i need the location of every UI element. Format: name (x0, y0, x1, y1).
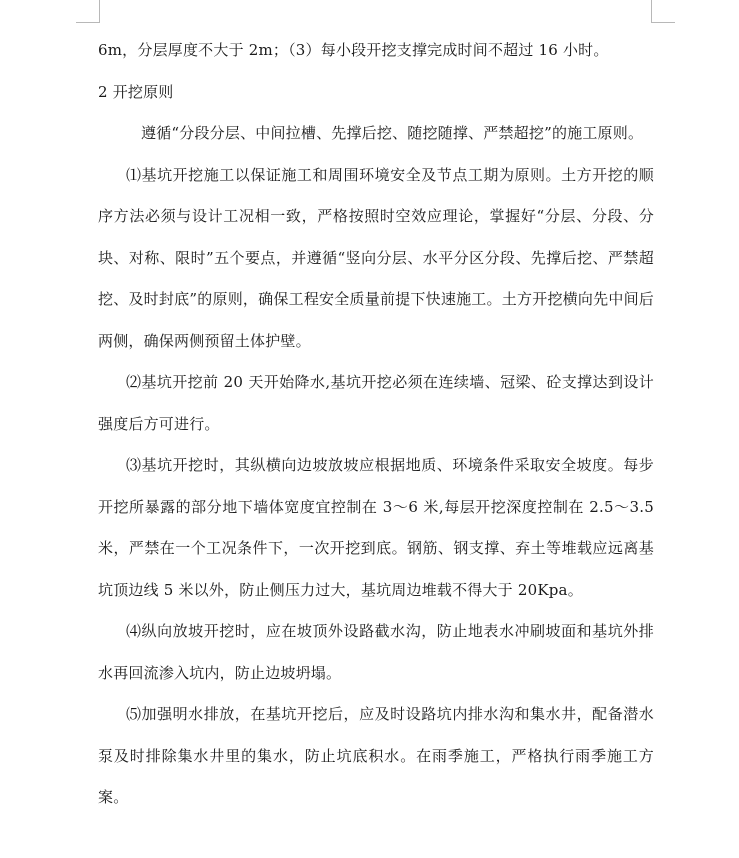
paragraph-continuation: 6m，分层厚度不大于 2m；（3）每小段开挖支撑完成时间不超过 16 小时。 (98, 41, 609, 59)
crop-mark-top-left-vertical (99, 0, 100, 22)
paragraph-item-5: ⑸加强明水排放，在基坑开挖后，应及时设路坑内排水沟和集水井，配备潜水泵及时排除集水井里的集水，防止坑底积水。在雨季施工，严格执行雨季施工方案。 (98, 705, 654, 806)
crop-mark-top-left-horizontal (76, 22, 100, 23)
paragraph-item-3: ⑶基坑开挖时，其纵横向边坡放坡应根据地质、环境条件采取安全坡度。每步开挖所暴露的部分地下墙体宽度宜控制在 3～6 米,每层开挖深度控制在 2.5～3.5 米，严禁在一个工况条件下，一次开挖到底。钢筋、钢支撑、弃土等堆载应远离基坑顶边线 5 米以外，防止侧压力过大，基坑周边堆载不得大于 20Kpa。 (98, 456, 654, 599)
paragraph-principle: 遵循“分段分层、中间拉槽、先撑后挖、随挖随撑、严禁超挖”的施工原则。 (141, 124, 644, 142)
crop-mark-top-right-vertical (651, 0, 652, 22)
paragraph-item-2: ⑵基坑开挖前 20 天开始降水,基坑开挖必须在连续墙、冠梁、砼支撑达到设计强度后方可进行。 (98, 373, 654, 433)
crop-mark-top-right-horizontal (651, 22, 675, 23)
paragraph-item-4: ⑷纵向放坡开挖时，应在坡顶外设路截水沟，防止地表水冲刷坡面和基坑外排水再回流渗入坑内，防止边坡坍塌。 (98, 622, 654, 682)
paragraph-item-1: ⑴基坑开挖施工以保证施工和周围环境安全及节点工期为原则。土方开挖的顺序方法必须与设计工况相一致，严格按照时空效应理论，掌握好“分层、分段、分块、对称、限时”五个要点，并遵循“竖向分层、水平分区分段、先撑后挖、严禁超挖、及时封底”的原则，确保工程安全质量前提下快速施工。土方开挖横向先中间后两侧，确保两侧预留土体护壁。 (98, 165, 654, 350)
section-heading: 2 开挖原则 (98, 82, 174, 101)
document-body[interactable] (98, 30, 654, 819)
